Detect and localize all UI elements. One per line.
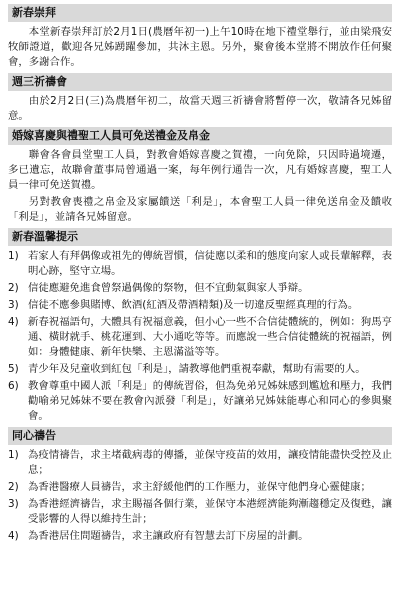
- section-heading: 新春溫馨提示: [8, 228, 392, 246]
- list-item: [8, 480, 392, 495]
- item-number: 3): [8, 299, 19, 311]
- section-heading: 婚嫁喜慶與禮聖工人員可免送禮金及帛金: [8, 127, 392, 145]
- item-text: 教會尊重中國人派「利是」的傳統習俗，但為免弟兄姊妹感到尷尬和壓力，我們勸喻弟兄姊妹不要在教會內派發「利是」，好讓弟兄姊妹能專心和同心的參與聚會。: [28, 380, 392, 422]
- item-text: 若家人有拜偶像或祖先的傳統習慣，信徒應以柔和的態度向家人或長輩解釋，表明心跡，堅守立場。: [28, 250, 392, 277]
- list-item: [8, 379, 392, 424]
- list-item: [8, 315, 392, 360]
- item-number: 5): [8, 363, 19, 375]
- item-text: 為香港經濟禱告，求主賜福各個行業，並保守本港經濟能夠漸趨穩定及復甦，讓受影響的人得以維持生計；: [28, 498, 392, 525]
- item-number: 2): [8, 481, 19, 493]
- reminder-list: [8, 249, 392, 424]
- item-text: 為疫情禱告，求主堵截病毒的傳播，並保守疫苗的效用，讓疫情能盡快受控及止息；: [28, 449, 392, 476]
- list-item: [8, 298, 392, 313]
- prayer-list: [8, 448, 392, 544]
- list-item: [8, 529, 392, 544]
- section-heading: 同心禱告: [8, 427, 392, 445]
- item-number: 2): [8, 282, 19, 294]
- list-item: [8, 497, 392, 527]
- section-heading: 新春崇拜: [8, 4, 392, 22]
- list-item: [8, 448, 392, 478]
- item-number: 4): [8, 530, 19, 542]
- item-text: 新春祝福語句，大體具有祝福意義，但小心一些不合信徒體統的，例如：狗馬亨通、橫財就手、桃花運到、大小通吃等等。而應說一些合信徒體統的祝福語，例如：身體健康、新年快樂、主恩滿溢等等。: [28, 316, 392, 358]
- item-number: 4): [8, 316, 19, 328]
- item-number: 6): [8, 380, 19, 392]
- list-item: [8, 281, 392, 296]
- item-text: 為香港居住問題禱告，求主讓政府有智慧去訂下房屋的計劃。: [28, 530, 309, 542]
- paragraph: 另對教會喪禮之帛金及家屬饋送「利是」，本會聖工人員一律免送帛金及饋收「利是」，並請各兄姊留意。: [8, 196, 392, 223]
- section-gifts-notice: [8, 127, 392, 225]
- item-number: 1): [8, 449, 19, 461]
- paragraph: 由於2月2日(三)為農曆年初二，故當天週三祈禱會將暫停一次，敬請各兄姊留意。: [8, 95, 392, 122]
- item-number: 3): [8, 498, 19, 510]
- item-text: 信徒應避免進食曾祭過偶像的祭物，但不宜動氣與家人爭辯。: [28, 282, 309, 294]
- list-item: [8, 362, 392, 377]
- item-text: 青少年及兒童收到紅包「利是」，請教導他們重視奉獻，幫助有需要的人。: [28, 363, 366, 375]
- section-heading: 週三祈禱會: [8, 73, 392, 91]
- paragraph: 本堂新春崇拜訂於2月1日(農曆年初一)上午10時在地下禮堂舉行，並由梁飛安牧師證道，歡迎各兄姊踴躍參加，共沐主恩。另外，聚會後本堂將不開放作任何聚會，多謝合作。: [8, 26, 392, 68]
- item-text: 為香港醫療人員禱告，求主舒緩他們的工作壓力，並保守他們身心靈健康；: [28, 481, 371, 493]
- list-item: [8, 249, 392, 279]
- section-wednesday-prayer: [8, 73, 392, 124]
- section-new-year-service: [8, 4, 392, 70]
- section-new-year-reminders: [8, 228, 392, 424]
- section-prayer-requests: [8, 427, 392, 544]
- paragraph: 聯會各會員堂聖工人員，對教會婚嫁喜慶之賀禮，一向免除，只因時過境遷，多已遺忘，故聯會董事局曾通過一案，每年例行通告一次，凡有婚嫁喜慶，聖工人員一律可免送賀禮。: [8, 149, 392, 191]
- item-number: 1): [8, 250, 19, 262]
- item-text: 信徒不應參與賭博、飲酒(紅酒及帶酒精類)及一切違反聖經真理的行為。: [28, 299, 359, 311]
